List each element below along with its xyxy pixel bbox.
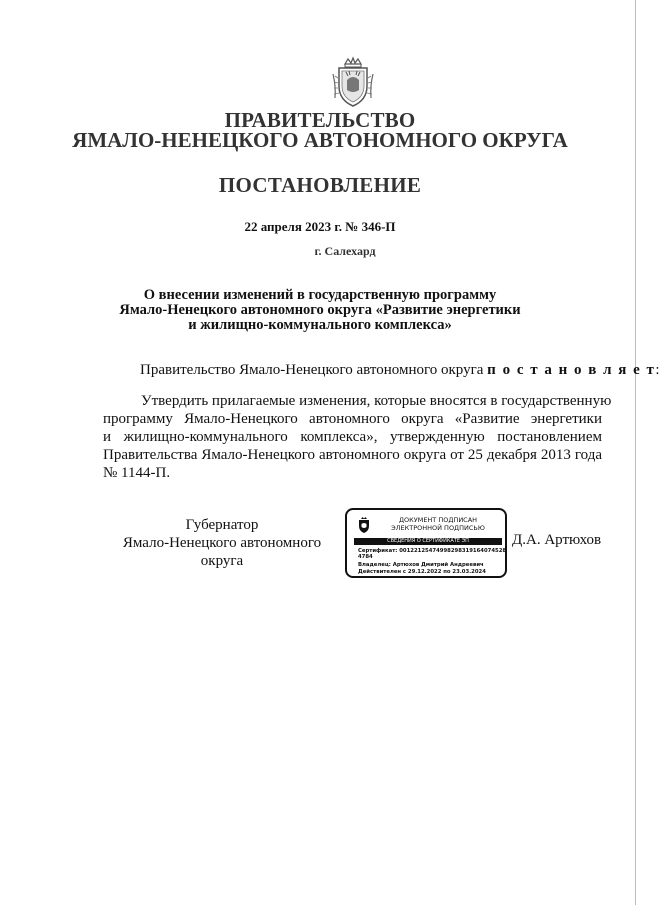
stamp-heading-line2: ЭЛЕКТРОННОЙ ПОДПИСЬЮ — [391, 524, 485, 532]
electronic-signature-stamp — [345, 508, 507, 578]
stamp-certificate-bar: СВЕДЕНИЯ О СЕРТИФИКАТЕ ЭП — [354, 538, 502, 545]
document-subject — [0, 288, 640, 333]
body-line: Правительства Ямало-Ненецкого автономного округа от 25 декабря 2013 года — [103, 447, 602, 463]
body-line: № 1144-П. — [103, 465, 171, 481]
preamble-text: Правительство Ямало-Ненецкого автономного округа — [140, 362, 484, 378]
emblem-icon — [357, 516, 371, 534]
body-line: и жилищно-коммунального комплекса», утвержденную постановлением — [103, 429, 602, 445]
document-city: г. Салехард — [314, 244, 376, 258]
preamble-verb: п о с т а н о в л я е т — [487, 362, 656, 378]
stamp-certificate-number-cont: 4784 — [358, 554, 373, 560]
preamble — [140, 362, 660, 379]
government-name-line1: ПРАВИТЕЛЬСТВО — [224, 108, 416, 132]
subject-line: Ямало-Ненецкого автономного округа «Развитие энергетики — [119, 302, 521, 318]
signatory-title-line1: Губернатор — [185, 517, 259, 533]
decree-body — [103, 392, 612, 482]
body-line: программу Ямало-Ненецкого автономного округа «Развитие энергетики — [103, 411, 602, 427]
document-date-number: 22 апреля 2023 г. № 346-П — [244, 219, 396, 234]
stamp-certificate-number: Сертификат: 00122125474998298319164074528 — [358, 548, 507, 554]
preamble-colon: : — [655, 362, 660, 378]
document-type: ПОСТАНОВЛЕНИЕ — [218, 173, 422, 197]
body-line: Утвердить прилагаемые изменения, которые вносятся в государственную — [141, 393, 612, 409]
signatory-title-line2: Ямало-Ненецкого автономного округа — [122, 535, 322, 569]
subject-line: и жилищно-коммунального комплекса» — [188, 317, 452, 333]
stamp-heading — [373, 516, 503, 532]
stamp-heading-line1: ДОКУМЕНТ ПОДПИСАН — [398, 516, 478, 524]
subject-line: О внесении изменений в государственную программу — [143, 287, 497, 303]
signatory-name: Д.А. Артюхов — [512, 532, 602, 548]
stamp-validity: Действителен с 29.12.2022 по 23.03.2024 — [358, 569, 486, 575]
stamp-owner: Владелец: Артюхов Дмитрий Андреевич — [358, 562, 484, 568]
signatory-title — [103, 516, 341, 570]
government-name-line2: ЯМАЛО-НЕНЕЦКОГО АВТОНОМНОГО ОКРУГА — [72, 128, 568, 152]
coat-of-arms-icon — [331, 56, 375, 108]
